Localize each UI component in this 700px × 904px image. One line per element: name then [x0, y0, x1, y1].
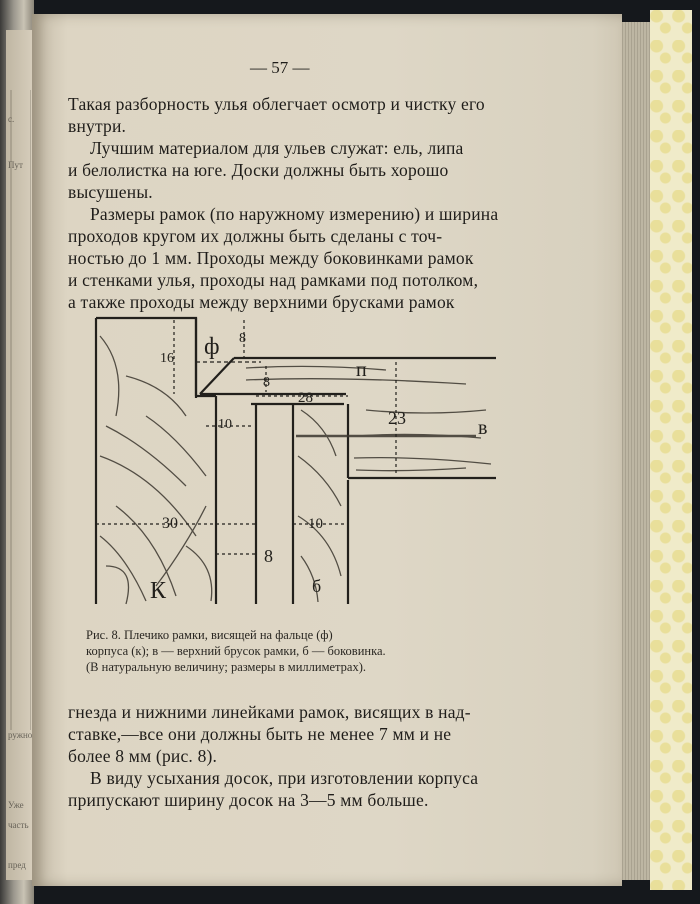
dim-10-left: 10 — [218, 417, 232, 432]
text-line: более 8 мм (рис. 8). — [68, 746, 218, 766]
previous-page-fragment: Пут — [8, 160, 23, 170]
dim-30: 30 — [162, 515, 178, 532]
text-line: В виду усыхания досок, при изготовлении корпуса — [90, 768, 479, 788]
text-line: Лучшим материалом для ульев служат: ель, липа — [90, 138, 464, 158]
text-line: и стенками улья, проходы над рамками под потолком, — [68, 270, 479, 290]
figure-caption-line: корпуса (к); в — верхний брусок рамки, б — боковинка. — [86, 644, 386, 658]
previous-page-fragment: часть — [8, 820, 29, 830]
figure-caption-line: (В натуральную величину; размеры в миллиметрах). — [86, 660, 366, 674]
previous-page-fragment: с. — [8, 114, 15, 124]
previous-page-illustration-bleed — [10, 90, 31, 730]
dim-23: 23 — [388, 408, 406, 428]
dim-8-top: 8 — [239, 331, 246, 346]
text-line: а также проходы между верхними брусками рамок — [68, 292, 455, 312]
dim-16: 16 — [160, 351, 174, 366]
text-line: и белолистка на юге. Доски должны быть хорошо — [68, 160, 449, 180]
text-line: ставке,—все они должны быть не менее 7 мм и не — [68, 724, 452, 744]
text-line: внутри. — [68, 116, 127, 136]
text-line: припускают ширину досок на 3—5 мм больше. — [68, 790, 429, 810]
book-endpaper-right — [650, 10, 692, 890]
page-edges — [620, 22, 650, 880]
text-line: высушены. — [68, 182, 153, 202]
previous-page-fragment: пред — [8, 860, 26, 870]
previous-page-fragment: ружно — [8, 730, 33, 740]
text-line: ностью до 1 мм. Проходы между боковинками рамок — [68, 248, 474, 268]
figure-caption-line: Рис. 8. Плечико рамки, висящей на фальце (ф) — [86, 628, 333, 642]
label-n: п — [356, 359, 367, 381]
label-b: б — [312, 576, 322, 596]
frame-shoulder-figure — [86, 306, 516, 616]
label-v: в — [478, 417, 488, 439]
dim-10-right: 10 — [308, 516, 323, 532]
dim-8-mid: 8 — [263, 375, 270, 390]
text-line: гнезда и нижними линейками рамок, висящих в над- — [68, 702, 471, 722]
text-line: Такая разборность улья облегчает осмотр и чистку его — [68, 94, 485, 114]
text-line: Размеры рамок (по наружному измерению) и ширина — [90, 204, 499, 224]
label-k: К — [150, 578, 167, 604]
page-number: — 57 — — [250, 58, 310, 77]
previous-page-fragment: Уже — [8, 800, 24, 810]
dim-28: 28 — [298, 390, 313, 406]
text-line: проходов кругом их должны быть сделаны с точ- — [68, 226, 443, 246]
dim-8-bottom: 8 — [264, 546, 273, 566]
previous-page-edge — [6, 30, 34, 880]
label-f: ф — [204, 334, 220, 360]
